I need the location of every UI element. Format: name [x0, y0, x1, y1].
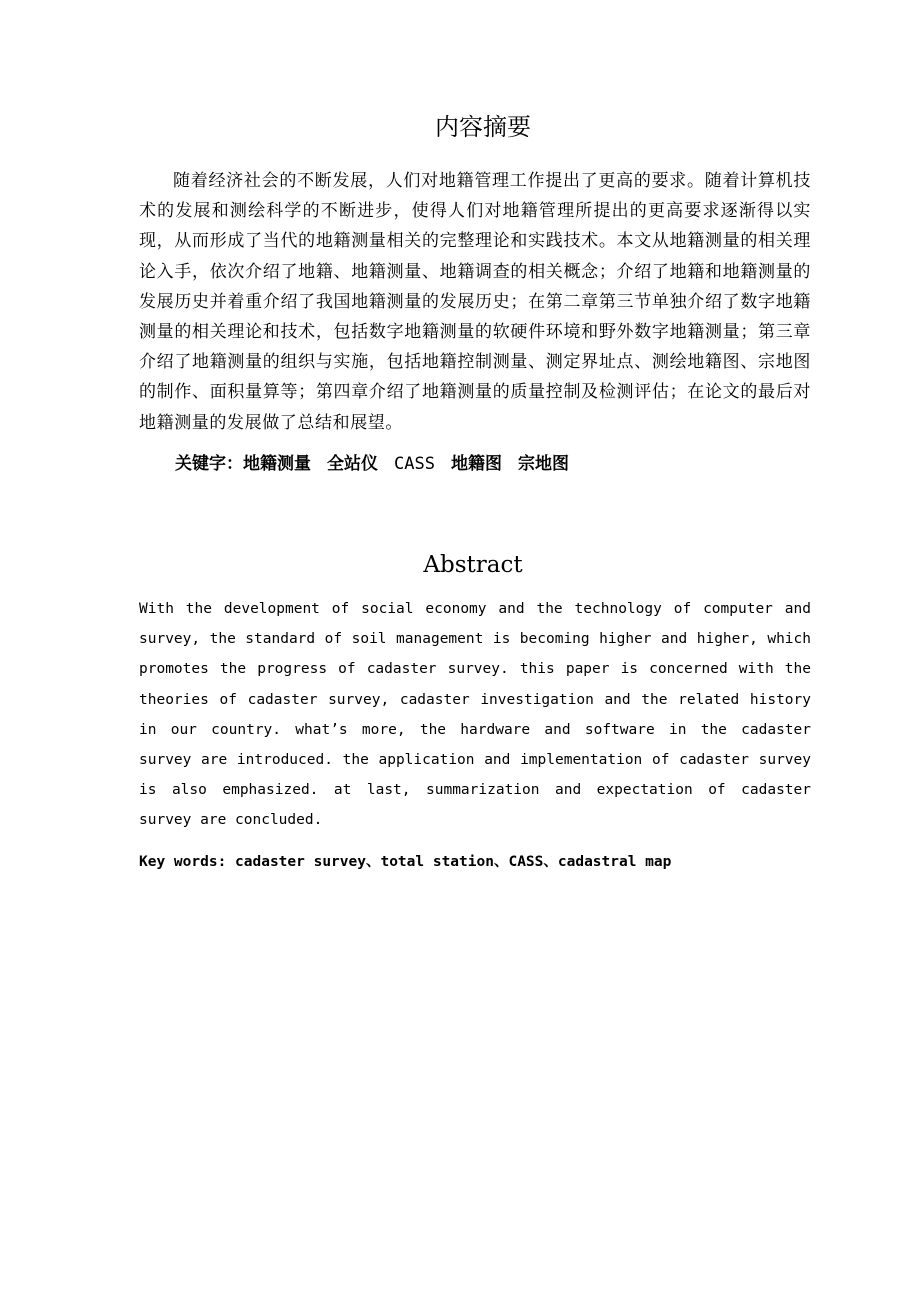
english-keywords: Key words: cadaster survey、total station、CASS、cadastral map: [139, 854, 672, 870]
chinese-keywords: [175, 449, 585, 479]
keyword-term: 地籍测量: [243, 454, 311, 474]
english-abstract-title: Abstract: [423, 552, 523, 578]
keyword-term: 地籍图: [450, 454, 502, 474]
chinese-abstract-body: 随着经济社会的不断发展，人们对地籍管理工作提出了更高的要求。随着计算机技术的发展和测绘科学的不断进步，使得人们对地籍管理所提出的更高要求逐渐得以实现，从而形成了当代的地籍测量相关的完整理论和实践技术。本文从地籍测量的相关理论入手，依次介绍了地籍、地籍测量、地籍调查的相关概念；介绍了地籍和地籍测量的发展历史并着重介绍了我国地籍测量的发展历史；在第二章第三节单独介绍了数字地籍测量的相关理论和技术，包括数字地籍测量的软硬件环境和野外数字地籍测量；第三章介绍了地籍测量的组织与实施，包括地籍控制测量、测定界址点、测绘地籍图、宗地图的制作、面积量算等；第四章介绍了地籍测量的质量控制及检测评估；在论文的最后对地籍测量的发展做了总结和展望。: [139, 171, 811, 433]
keyword-term: 宗地图: [517, 454, 569, 474]
keyword-term: 全站仪: [327, 454, 378, 474]
chinese-abstract-title: 内容摘要: [435, 113, 531, 141]
keyword-term: CASS: [394, 454, 435, 474]
chinese-keywords-label: 关键字：: [175, 454, 243, 474]
english-abstract-body: With the development of social economy and the technology of computer and survey, the standard of soil management is becoming higher and higher, which promotes the progress of cadaster survey. this paper is concerned with the theories of cadaster survey, cadaster investigation and the related history in our country. what’s more, the hardware and software in the cadaster survey are introduced. the application and implementation of cadaster survey is also emphasized. at last, summarization and expectation of cadaster survey are concluded.: [139, 601, 811, 829]
